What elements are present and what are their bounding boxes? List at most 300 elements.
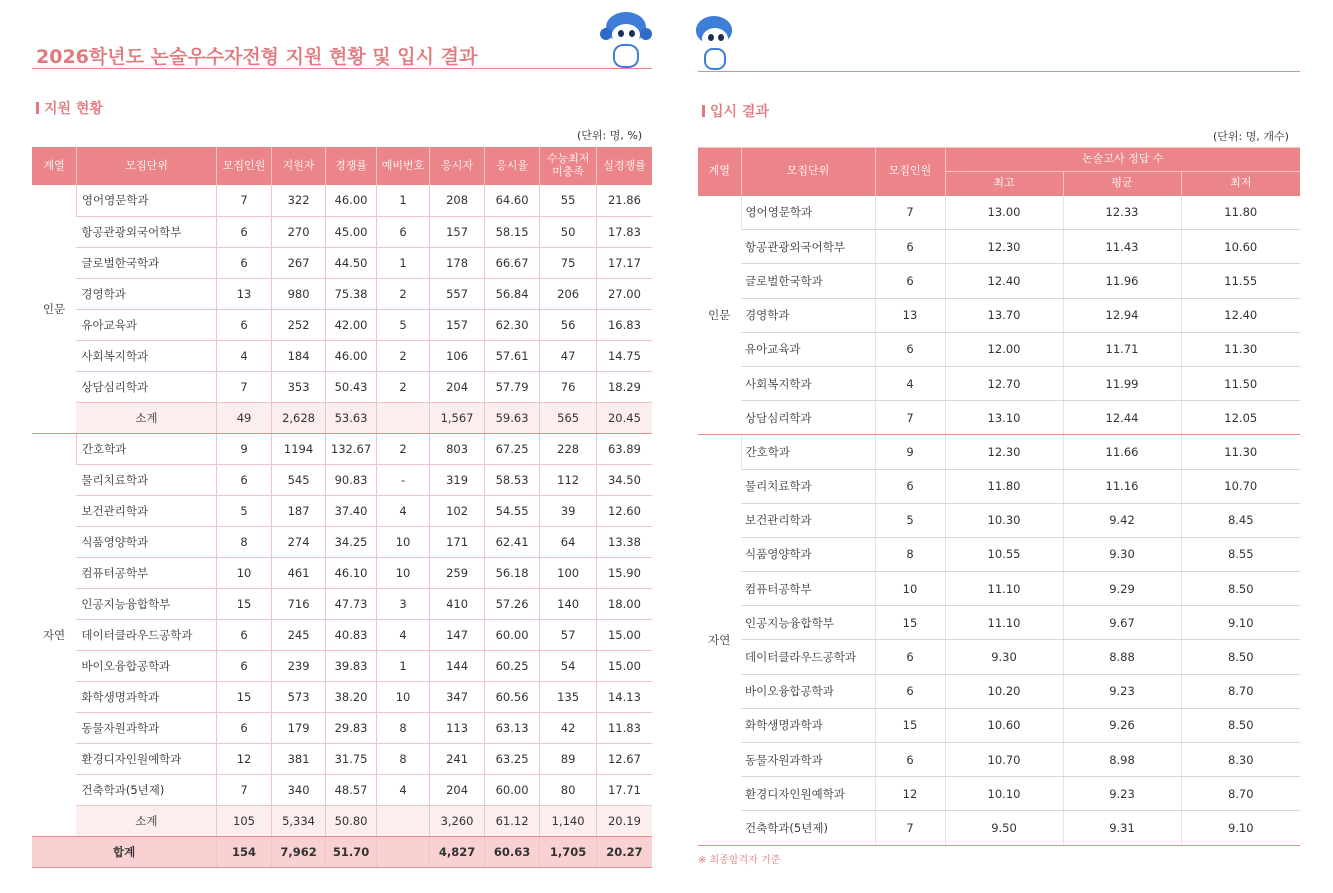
- value-cell: 54: [540, 650, 597, 681]
- value-cell: 2: [376, 278, 430, 309]
- value-cell: 15: [217, 588, 272, 619]
- value-cell: 267: [271, 247, 326, 278]
- value-cell: 1: [376, 185, 430, 216]
- result-header-quota: 모집인원: [875, 148, 945, 196]
- subtotal-cell: 3,260: [430, 805, 485, 836]
- value-cell: 15.00: [596, 619, 652, 650]
- value-cell: -: [376, 464, 430, 495]
- dept-cell: 상담심리학과: [741, 401, 875, 435]
- value-cell: 66.67: [484, 247, 540, 278]
- result-unit: (단위: 명, 개수): [1213, 130, 1289, 143]
- value-cell: 6: [217, 309, 272, 340]
- value-cell: 17.83: [596, 216, 652, 247]
- table-row: [32, 588, 652, 619]
- value-cell: 15: [217, 681, 272, 712]
- value-cell: 208: [430, 185, 485, 216]
- dept-cell: 동물자원과학과: [741, 743, 875, 777]
- value-cell: 10.70: [1181, 469, 1300, 503]
- value-cell: 9.42: [1063, 503, 1181, 537]
- value-cell: 18.00: [596, 588, 652, 619]
- value-cell: 980: [271, 278, 326, 309]
- value-cell: 245: [271, 619, 326, 650]
- value-cell: 29.83: [326, 712, 376, 743]
- value-cell: 7: [875, 196, 945, 230]
- value-cell: 50: [540, 216, 597, 247]
- value-cell: 204: [430, 774, 485, 805]
- dept-cell: 건축학과(5년제): [76, 774, 216, 805]
- value-cell: 113: [430, 712, 485, 743]
- table-row: [32, 433, 652, 464]
- value-cell: 15.90: [596, 557, 652, 588]
- dept-cell: 유아교육과: [741, 332, 875, 366]
- value-cell: 102: [430, 495, 485, 526]
- value-cell: 147: [430, 619, 485, 650]
- table-row: [698, 537, 1300, 571]
- value-cell: 6: [875, 264, 945, 298]
- value-cell: 11.80: [945, 469, 1063, 503]
- value-cell: 6: [376, 216, 430, 247]
- value-cell: 7: [217, 185, 272, 216]
- value-cell: 57.61: [484, 340, 540, 371]
- subtotal-cell: 1,567: [430, 402, 485, 433]
- value-cell: 21.86: [596, 185, 652, 216]
- dept-cell: 글로벌한국학과: [741, 264, 875, 298]
- total-cell: 154: [217, 836, 272, 867]
- subtotal-cell: 2,628: [271, 402, 326, 433]
- value-cell: 1: [376, 247, 430, 278]
- value-cell: 12.00: [945, 332, 1063, 366]
- value-cell: 9.50: [945, 811, 1063, 845]
- subtotal-cell: [376, 805, 430, 836]
- dept-cell: 영어영문학과: [76, 185, 216, 216]
- value-cell: 39: [540, 495, 597, 526]
- value-cell: 573: [271, 681, 326, 712]
- apply-header-cell: 모집단위: [76, 147, 216, 185]
- value-cell: 11.99: [1063, 366, 1181, 400]
- value-cell: 15: [875, 606, 945, 640]
- apply-header-cell: 응시율: [484, 147, 540, 185]
- value-cell: 63.25: [484, 743, 540, 774]
- value-cell: 62.30: [484, 309, 540, 340]
- value-cell: 340: [271, 774, 326, 805]
- subtotal-cell: 1,140: [540, 805, 597, 836]
- value-cell: 6: [875, 469, 945, 503]
- subtotal-row: [32, 805, 652, 836]
- value-cell: 46.00: [326, 340, 376, 371]
- value-cell: 50.43: [326, 371, 376, 402]
- dept-cell: 보건관리학과: [76, 495, 216, 526]
- subtotal-cell: 53.63: [326, 402, 376, 433]
- subtotal-label: 소계: [76, 402, 216, 433]
- value-cell: 11.80: [1181, 196, 1300, 230]
- value-cell: 40.83: [326, 619, 376, 650]
- value-cell: 14.75: [596, 340, 652, 371]
- result-header-category: 계열: [698, 148, 741, 196]
- value-cell: 4: [217, 340, 272, 371]
- subtotal-cell: 50.80: [326, 805, 376, 836]
- value-cell: 56.84: [484, 278, 540, 309]
- result-header-avg: 평균: [1063, 172, 1181, 196]
- value-cell: 8.30: [1181, 743, 1300, 777]
- value-cell: 10: [376, 557, 430, 588]
- subtotal-cell: 20.19: [596, 805, 652, 836]
- value-cell: 7: [875, 811, 945, 845]
- value-cell: 410: [430, 588, 485, 619]
- result-note: ※ 최종합격자 기준: [698, 855, 781, 866]
- total-cell: [376, 836, 430, 867]
- value-cell: 58.53: [484, 464, 540, 495]
- value-cell: 8.70: [1181, 674, 1300, 708]
- value-cell: 9.31: [1063, 811, 1181, 845]
- table-row: [698, 230, 1300, 264]
- value-cell: 63.89: [596, 433, 652, 464]
- value-cell: 1194: [271, 433, 326, 464]
- value-cell: 4: [875, 366, 945, 400]
- value-cell: 2: [376, 340, 430, 371]
- table-row: [698, 332, 1300, 366]
- value-cell: 8.50: [1181, 640, 1300, 674]
- value-cell: 11.43: [1063, 230, 1181, 264]
- value-cell: 10.10: [945, 777, 1063, 811]
- value-cell: 58.15: [484, 216, 540, 247]
- value-cell: 15.00: [596, 650, 652, 681]
- value-cell: 57: [540, 619, 597, 650]
- value-cell: 274: [271, 526, 326, 557]
- value-cell: 11.30: [1181, 332, 1300, 366]
- value-cell: 8.50: [1181, 708, 1300, 742]
- value-cell: 9.23: [1063, 674, 1181, 708]
- table-row: [32, 774, 652, 805]
- value-cell: 12: [217, 743, 272, 774]
- dept-cell: 항공관광외국어학부: [76, 216, 216, 247]
- value-cell: 11.66: [1063, 435, 1181, 469]
- subtotal-cell: 105: [217, 805, 272, 836]
- dept-cell: 인공지능융합학부: [76, 588, 216, 619]
- value-cell: 6: [217, 650, 272, 681]
- table-row: [32, 557, 652, 588]
- value-cell: 4: [376, 774, 430, 805]
- dept-cell: 바이오융합공학과: [741, 674, 875, 708]
- value-cell: 57.26: [484, 588, 540, 619]
- value-cell: 6: [217, 247, 272, 278]
- dept-cell: 식품영양학과: [76, 526, 216, 557]
- value-cell: 10: [875, 572, 945, 606]
- value-cell: 10.60: [945, 708, 1063, 742]
- value-cell: 135: [540, 681, 597, 712]
- table-row: [32, 464, 652, 495]
- category-cell: 인문: [698, 196, 741, 435]
- value-cell: 9.10: [1181, 606, 1300, 640]
- value-cell: 6: [875, 230, 945, 264]
- value-cell: 12.30: [945, 230, 1063, 264]
- value-cell: 75.38: [326, 278, 376, 309]
- value-cell: 1: [376, 650, 430, 681]
- dept-cell: 인공지능융합학부: [741, 606, 875, 640]
- value-cell: 31.75: [326, 743, 376, 774]
- value-cell: 252: [271, 309, 326, 340]
- subtotal-cell: 59.63: [484, 402, 540, 433]
- value-cell: 319: [430, 464, 485, 495]
- subtotal-cell: 20.45: [596, 402, 652, 433]
- value-cell: 38.20: [326, 681, 376, 712]
- value-cell: 54.55: [484, 495, 540, 526]
- result-header-correct: 논술고사 정답 수: [945, 148, 1300, 172]
- result-header-min: 최저: [1181, 172, 1300, 196]
- value-cell: 12.05: [1181, 401, 1300, 435]
- table-row: [698, 674, 1300, 708]
- table-row: [698, 640, 1300, 674]
- table-row: [32, 309, 652, 340]
- result-section-title: 입시 결과: [702, 101, 769, 121]
- table-row: [32, 712, 652, 743]
- table-row: [698, 264, 1300, 298]
- value-cell: 39.83: [326, 650, 376, 681]
- value-cell: 140: [540, 588, 597, 619]
- title-divider-left: [32, 68, 652, 69]
- value-cell: 8: [217, 526, 272, 557]
- value-cell: 144: [430, 650, 485, 681]
- table-row: [32, 278, 652, 309]
- subtotal-label: 소계: [76, 805, 216, 836]
- value-cell: 45.00: [326, 216, 376, 247]
- value-cell: 10.20: [945, 674, 1063, 708]
- value-cell: 9.30: [1063, 537, 1181, 571]
- value-cell: 8.70: [1181, 777, 1300, 811]
- table-row: [698, 469, 1300, 503]
- dept-cell: 바이오융합공학과: [76, 650, 216, 681]
- apply-header-cell: 경쟁률: [326, 147, 376, 185]
- value-cell: 10.55: [945, 537, 1063, 571]
- value-cell: 13.00: [945, 196, 1063, 230]
- subtotal-cell: [376, 402, 430, 433]
- value-cell: 157: [430, 216, 485, 247]
- value-cell: 6: [217, 619, 272, 650]
- total-cell: 60.63: [484, 836, 540, 867]
- value-cell: 12.40: [945, 264, 1063, 298]
- value-cell: 461: [271, 557, 326, 588]
- value-cell: 6: [875, 674, 945, 708]
- value-cell: 12: [875, 777, 945, 811]
- page-title: 2026학년도 논술우수자전형 지원 현황 및 입시 결과: [36, 46, 478, 68]
- value-cell: 9.26: [1063, 708, 1181, 742]
- subtotal-row: [32, 402, 652, 433]
- table-row: [32, 216, 652, 247]
- table-row: [32, 340, 652, 371]
- value-cell: 8: [376, 743, 430, 774]
- value-cell: 60.00: [484, 619, 540, 650]
- value-cell: 106: [430, 340, 485, 371]
- value-cell: 12.33: [1063, 196, 1181, 230]
- value-cell: 13: [217, 278, 272, 309]
- value-cell: 47.73: [326, 588, 376, 619]
- value-cell: 157: [430, 309, 485, 340]
- table-row: [32, 619, 652, 650]
- value-cell: 12.30: [945, 435, 1063, 469]
- table-row: [32, 743, 652, 774]
- value-cell: 545: [271, 464, 326, 495]
- value-cell: 17.71: [596, 774, 652, 805]
- value-cell: 75: [540, 247, 597, 278]
- value-cell: 270: [271, 216, 326, 247]
- value-cell: 64.60: [484, 185, 540, 216]
- dept-cell: 데이터클라우드공학과: [76, 619, 216, 650]
- dept-cell: 사회복지학과: [741, 366, 875, 400]
- value-cell: 8.88: [1063, 640, 1181, 674]
- total-cell: 7,962: [271, 836, 326, 867]
- value-cell: 7: [875, 401, 945, 435]
- value-cell: 179: [271, 712, 326, 743]
- value-cell: 10.30: [945, 503, 1063, 537]
- value-cell: 27.00: [596, 278, 652, 309]
- table-row: [698, 606, 1300, 640]
- dept-cell: 환경디자인원예학과: [741, 777, 875, 811]
- value-cell: 13: [875, 298, 945, 332]
- value-cell: 34.50: [596, 464, 652, 495]
- table-row: [32, 526, 652, 557]
- value-cell: 5: [875, 503, 945, 537]
- dept-cell: 영어영문학과: [741, 196, 875, 230]
- value-cell: 62.41: [484, 526, 540, 557]
- category-cell: 인문: [32, 185, 76, 433]
- dept-cell: 데이터클라우드공학과: [741, 640, 875, 674]
- table-row: [698, 743, 1300, 777]
- table-row: [32, 495, 652, 526]
- value-cell: 89: [540, 743, 597, 774]
- table-row: [698, 196, 1300, 230]
- apply-unit: (단위: 명, %): [577, 129, 643, 142]
- dept-cell: 상담심리학과: [76, 371, 216, 402]
- value-cell: 178: [430, 247, 485, 278]
- table-row: [32, 681, 652, 712]
- table-row: [32, 371, 652, 402]
- dept-cell: 사회복지학과: [76, 340, 216, 371]
- value-cell: 60.00: [484, 774, 540, 805]
- value-cell: 11.83: [596, 712, 652, 743]
- value-cell: 48.57: [326, 774, 376, 805]
- total-cell: 4,827: [430, 836, 485, 867]
- value-cell: 10: [376, 526, 430, 557]
- value-cell: 239: [271, 650, 326, 681]
- value-cell: 9.30: [945, 640, 1063, 674]
- value-cell: 8: [875, 537, 945, 571]
- value-cell: 12.40: [1181, 298, 1300, 332]
- mascot-icon-2: [694, 14, 738, 72]
- value-cell: 184: [271, 340, 326, 371]
- value-cell: 322: [271, 185, 326, 216]
- value-cell: 76: [540, 371, 597, 402]
- value-cell: 44.50: [326, 247, 376, 278]
- value-cell: 90.83: [326, 464, 376, 495]
- value-cell: 6: [217, 216, 272, 247]
- result-table: [698, 147, 1300, 846]
- apply-section-title: 지원 현황: [36, 98, 103, 118]
- table-row: [32, 185, 652, 216]
- value-cell: 12.67: [596, 743, 652, 774]
- value-cell: 259: [430, 557, 485, 588]
- dept-cell: 보건관리학과: [741, 503, 875, 537]
- apply-header-cell: 수능최저 미충족: [540, 147, 597, 185]
- result-header-max: 최고: [945, 172, 1063, 196]
- value-cell: 56.18: [484, 557, 540, 588]
- table-row: [698, 572, 1300, 606]
- total-cell: 1,705: [540, 836, 597, 867]
- apply-header-cell: 계열: [32, 147, 76, 185]
- value-cell: 5: [376, 309, 430, 340]
- value-cell: 11.55: [1181, 264, 1300, 298]
- value-cell: 7: [217, 774, 272, 805]
- dept-cell: 간호학과: [741, 435, 875, 469]
- value-cell: 10: [217, 557, 272, 588]
- value-cell: 67.25: [484, 433, 540, 464]
- dept-cell: 컴퓨터공학부: [76, 557, 216, 588]
- subtotal-cell: 5,334: [271, 805, 326, 836]
- value-cell: 56: [540, 309, 597, 340]
- dept-cell: 환경디자인원예학과: [76, 743, 216, 774]
- value-cell: 171: [430, 526, 485, 557]
- value-cell: 11.71: [1063, 332, 1181, 366]
- table-row: [698, 366, 1300, 400]
- value-cell: 14.13: [596, 681, 652, 712]
- value-cell: 13.70: [945, 298, 1063, 332]
- value-cell: 557: [430, 278, 485, 309]
- value-cell: 16.83: [596, 309, 652, 340]
- value-cell: 716: [271, 588, 326, 619]
- table-row: [698, 401, 1300, 435]
- value-cell: 803: [430, 433, 485, 464]
- subtotal-cell: 49: [217, 402, 272, 433]
- value-cell: 6: [217, 464, 272, 495]
- total-row: [32, 836, 652, 867]
- value-cell: 9.29: [1063, 572, 1181, 606]
- value-cell: 6: [217, 712, 272, 743]
- table-row: [698, 708, 1300, 742]
- value-cell: 42.00: [326, 309, 376, 340]
- subtotal-cell: 565: [540, 402, 597, 433]
- value-cell: 12.94: [1063, 298, 1181, 332]
- mascot-icon: [600, 10, 654, 70]
- value-cell: 9: [217, 433, 272, 464]
- dept-cell: 화학생명과학과: [741, 708, 875, 742]
- dept-cell: 화학생명과학과: [76, 681, 216, 712]
- value-cell: 63.13: [484, 712, 540, 743]
- apply-header-cell: 예비번호: [376, 147, 430, 185]
- value-cell: 11.10: [945, 572, 1063, 606]
- value-cell: 12.60: [596, 495, 652, 526]
- value-cell: 11.50: [1181, 366, 1300, 400]
- total-label: 합계: [32, 836, 217, 867]
- value-cell: 60.56: [484, 681, 540, 712]
- value-cell: 8: [376, 712, 430, 743]
- value-cell: 228: [540, 433, 597, 464]
- value-cell: 206: [540, 278, 597, 309]
- value-cell: 4: [376, 495, 430, 526]
- value-cell: 8.98: [1063, 743, 1181, 777]
- value-cell: 8.50: [1181, 572, 1300, 606]
- value-cell: 34.25: [326, 526, 376, 557]
- total-cell: 51.70: [326, 836, 376, 867]
- dept-cell: 식품영양학과: [741, 537, 875, 571]
- apply-header-cell: 지원자: [271, 147, 326, 185]
- value-cell: 6: [875, 640, 945, 674]
- dept-cell: 건축학과(5년제): [741, 811, 875, 845]
- value-cell: 3: [376, 588, 430, 619]
- value-cell: 8.45: [1181, 503, 1300, 537]
- value-cell: 42: [540, 712, 597, 743]
- apply-header-cell: 모집인원: [217, 147, 272, 185]
- value-cell: 64: [540, 526, 597, 557]
- value-cell: 12.70: [945, 366, 1063, 400]
- value-cell: 187: [271, 495, 326, 526]
